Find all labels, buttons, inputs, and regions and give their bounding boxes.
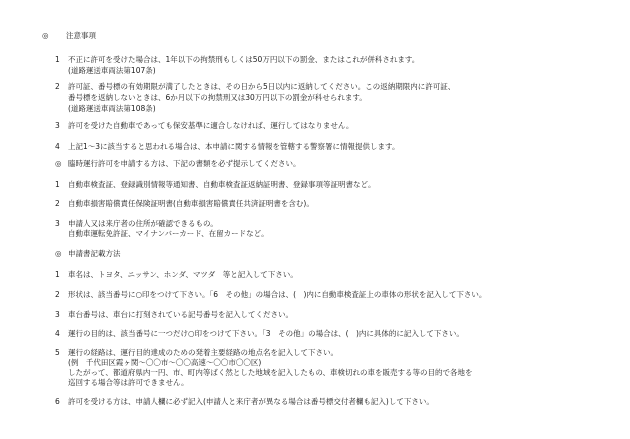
item-number: 3 bbox=[55, 121, 60, 130]
item-text: (道路運送車両法第108条) bbox=[68, 104, 156, 113]
section-mark: ◎ bbox=[55, 159, 62, 168]
item-text: 許可を受けた自動車であっても保安基準に適合しなければ、運行してはなりません。 bbox=[68, 121, 354, 130]
item-number: 6 bbox=[55, 397, 60, 406]
item-text: 番号標を返納しないときは、6か月以下の拘禁刑又は30万円以下の罰金が科せられます。 bbox=[68, 93, 367, 102]
item-number: 4 bbox=[55, 142, 60, 151]
item-number: 3 bbox=[55, 310, 60, 319]
item-text: 巡回する場合等は許可できません。 bbox=[68, 378, 189, 387]
section-heading-documents: 臨時運行許可を申請する方は、下記の書類を必ず提示してください。 bbox=[68, 159, 301, 168]
item-text: 運行の目的は、該当番号に一つだけ○印をつけて下さい。「3 その他」の場合は、( )内に具体的に記入して下さい。 bbox=[68, 329, 464, 338]
item-text: 許可を受ける方は、申請人欄に必ず記入(申請人と来庁者が異なる場合は番号標交付者欄も記入)して下さい。 bbox=[68, 397, 434, 406]
item-text: 上記1～3に該当すると思われる場合は、本申請に関する情報を管轄する警察署に情報提供します。 bbox=[68, 142, 400, 151]
item-text: 形状は、該当番号に○印をつけて下さい。「6 その他」の場合は、( )内に自動車検査証上の車体の形状を記入して下さい。 bbox=[68, 290, 487, 299]
item-text: 自動車検査証、登録識別情報等通知書、自動車検査証返納証明書、登録事項等証明書など。 bbox=[68, 180, 376, 189]
item-text: (例 千代田区霞ヶ関～〇〇市～〇〇高速～〇〇市〇〇区) bbox=[68, 358, 262, 367]
section-heading-instructions: 申請書記載方法 bbox=[68, 249, 121, 258]
item-number: 2 bbox=[55, 82, 60, 91]
item-text: 車台番号は、車台に打刻されている記号番号を記入してください。 bbox=[68, 310, 293, 319]
item-text: したがって、都道府県内一円、市、町内等ばく然とした地域を記入したもの、車検切れの車を販売する等の目的で各地を bbox=[68, 368, 473, 377]
item-number: 1 bbox=[55, 180, 60, 189]
item-number: 2 bbox=[55, 290, 60, 299]
section-mark: ◎ bbox=[55, 249, 62, 258]
item-text: (道路運送車両法第107条) bbox=[68, 66, 156, 75]
item-text: 自動車損害賠償責任保険証明書(自動車損害賠償責任共済証明書を含む)。 bbox=[68, 199, 314, 208]
item-number: 2 bbox=[55, 199, 60, 208]
item-text: 運行の経路は、運行目的達成のための発着主要経路の地点名を記入して下さい。 bbox=[68, 348, 338, 357]
item-text: 申請人又は来庁者の住所が確認できるもの。 bbox=[68, 219, 218, 228]
item-number: 1 bbox=[55, 55, 60, 64]
item-text: 不正に許可を受けた場合は、1年以下の拘禁刑もしくは50万円以下の罰金、またはこれが併科されます。 bbox=[68, 55, 420, 64]
item-number: 1 bbox=[55, 270, 60, 279]
section-mark: ◎ bbox=[42, 31, 49, 40]
item-text: 車名は、トヨタ、ニッサン、ホンダ、マツダ 等と記入して下さい。 bbox=[68, 270, 298, 279]
item-number: 5 bbox=[55, 348, 60, 357]
item-text: 許可証、番号標の有効期限が満了したときは、その日から5日以内に返納してください。この返納期限内に許可証、 bbox=[68, 82, 456, 91]
item-number: 3 bbox=[55, 219, 60, 228]
section-heading-notes: 注意事項 bbox=[66, 31, 96, 40]
item-number: 4 bbox=[55, 329, 60, 338]
item-text: 自動車運転免許証、マイナンバーカード、在留カードなど。 bbox=[68, 229, 269, 238]
